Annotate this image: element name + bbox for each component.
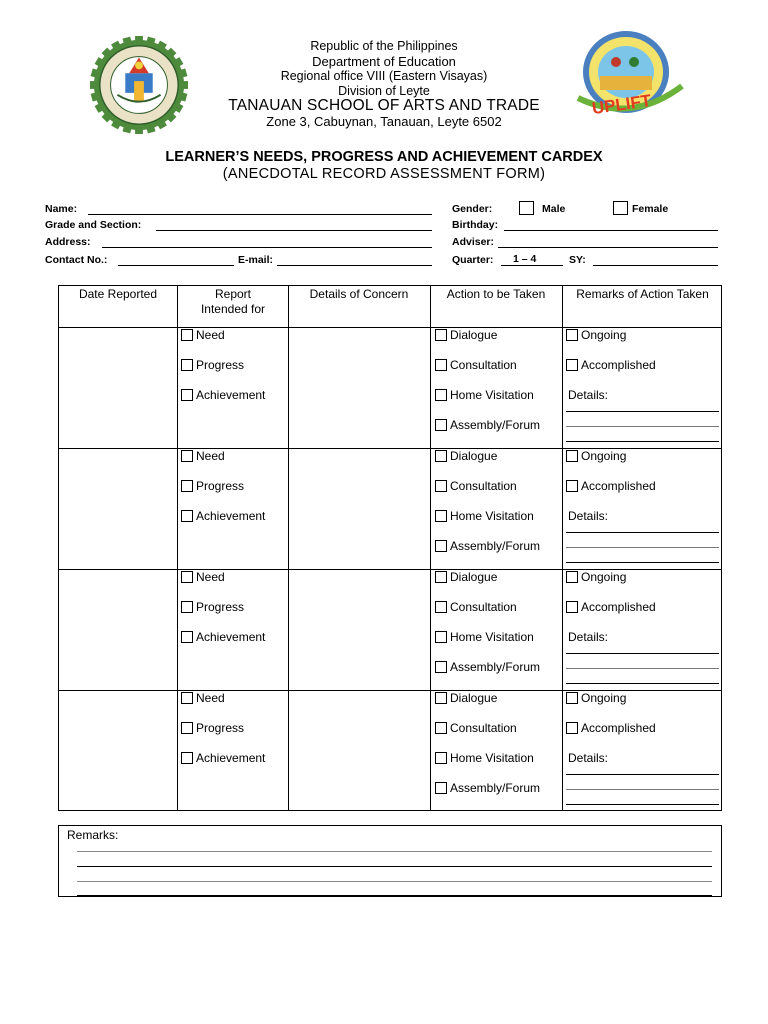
- option-label: Accomplished: [581, 358, 656, 372]
- option-ongoing[interactable]: [566, 449, 626, 463]
- option-assembly-forum[interactable]: [435, 418, 540, 432]
- option-progress[interactable]: [181, 479, 244, 493]
- option-label: Consultation: [450, 600, 517, 614]
- details-line[interactable]: [566, 804, 719, 805]
- checkbox[interactable]: [566, 692, 578, 704]
- checkbox[interactable]: [435, 450, 447, 462]
- option-dialogue[interactable]: [435, 328, 497, 342]
- details-line[interactable]: [566, 668, 719, 669]
- option-label: Need: [196, 691, 225, 705]
- option-home-visitation[interactable]: [435, 509, 534, 523]
- option-label: Need: [196, 449, 225, 463]
- sy-field[interactable]: [593, 265, 718, 266]
- details-label: Details:: [568, 509, 609, 523]
- option-label: Achievement: [196, 751, 266, 765]
- checkbox[interactable]: [566, 450, 578, 462]
- option-need[interactable]: [181, 570, 225, 584]
- option-label: Assembly/Forum: [450, 418, 541, 432]
- option-label: Home Visitation: [450, 751, 534, 765]
- address-label: Address:: [45, 236, 91, 248]
- column-divider: [430, 286, 431, 810]
- grade-section-field[interactable]: [156, 230, 432, 231]
- checkbox[interactable]: [181, 450, 193, 462]
- option-label: Accomplished: [581, 479, 656, 493]
- details-line[interactable]: [566, 441, 719, 442]
- quarter-label: Quarter:: [452, 254, 494, 266]
- checkbox[interactable]: [435, 510, 447, 522]
- checkbox[interactable]: [181, 389, 193, 401]
- checkbox[interactable]: [435, 752, 447, 764]
- checkbox[interactable]: [181, 752, 193, 764]
- option-label: Need: [196, 328, 225, 342]
- option-need[interactable]: [181, 691, 225, 705]
- checkbox[interactable]: [435, 722, 447, 734]
- option-label: Ongoing: [581, 691, 627, 705]
- option-label: Progress: [196, 479, 245, 493]
- option-label: Achievement: [196, 630, 266, 644]
- address-field[interactable]: [102, 247, 432, 248]
- details-label: Details:: [568, 630, 609, 644]
- checkbox[interactable]: [181, 359, 193, 371]
- adviser-label: Adviser:: [452, 236, 495, 248]
- checkbox[interactable]: [435, 692, 447, 704]
- anecdotal-record-table: [58, 285, 722, 811]
- option-consultation[interactable]: [435, 600, 517, 614]
- option-achievement[interactable]: [181, 509, 265, 523]
- option-assembly-forum[interactable]: [435, 660, 540, 674]
- header-republic: Republic of the Philippines: [310, 39, 458, 53]
- adviser-field[interactable]: [498, 247, 718, 248]
- option-label: Ongoing: [581, 328, 627, 342]
- quarter-field[interactable]: [501, 265, 563, 266]
- checkbox[interactable]: [435, 540, 447, 552]
- option-home-visitation[interactable]: [435, 751, 534, 765]
- option-label: Consultation: [450, 721, 517, 735]
- option-ongoing[interactable]: [566, 570, 626, 584]
- checkbox[interactable]: [435, 419, 447, 431]
- checkbox[interactable]: [181, 510, 193, 522]
- option-label: Ongoing: [581, 570, 627, 584]
- checkbox[interactable]: [435, 480, 447, 492]
- option-label: Dialogue: [450, 691, 498, 705]
- form-subtitle: (ANECDOTAL RECORD ASSESSMENT FORM): [222, 166, 546, 182]
- checkbox[interactable]: [435, 661, 447, 673]
- email-field[interactable]: [277, 265, 432, 266]
- checkbox[interactable]: [566, 722, 578, 734]
- checkbox[interactable]: [181, 480, 193, 492]
- details-line[interactable]: [566, 547, 719, 548]
- male-label: Male: [542, 203, 566, 215]
- checkbox[interactable]: [181, 722, 193, 734]
- option-consultation[interactable]: [435, 358, 517, 372]
- checkbox[interactable]: [181, 601, 193, 613]
- checkbox[interactable]: [566, 359, 578, 371]
- grade-section-label: Grade and Section:: [45, 219, 142, 231]
- option-label: Progress: [196, 600, 245, 614]
- contact-field[interactable]: [118, 265, 234, 266]
- header-details-of-concern: Details of Concern: [309, 287, 409, 301]
- checkbox[interactable]: [566, 329, 578, 341]
- remarks-box: [58, 825, 722, 897]
- option-label: Ongoing: [581, 449, 627, 463]
- details-label: Details:: [568, 388, 609, 402]
- option-label: Need: [196, 570, 225, 584]
- option-label: Assembly/Forum: [450, 539, 541, 553]
- option-assembly-forum[interactable]: [435, 539, 540, 553]
- details-line[interactable]: [566, 774, 719, 775]
- checkbox[interactable]: [181, 329, 193, 341]
- name-field[interactable]: [88, 214, 432, 215]
- header-action-to-be-taken: Action to be Taken: [446, 287, 546, 301]
- quarter-value: 1 – 4: [513, 253, 537, 265]
- checkbox[interactable]: [181, 631, 193, 643]
- checkbox[interactable]: [435, 601, 447, 613]
- header-division: Division of Leyte: [338, 84, 430, 98]
- option-consultation[interactable]: [435, 479, 517, 493]
- option-dialogue[interactable]: [435, 570, 497, 584]
- details-line[interactable]: [566, 532, 719, 533]
- option-need[interactable]: [181, 328, 225, 342]
- option-accomplished[interactable]: [566, 358, 656, 372]
- details-line[interactable]: [566, 789, 719, 790]
- checkbox[interactable]: [435, 359, 447, 371]
- checkbox[interactable]: [566, 571, 578, 583]
- sy-label: SY:: [569, 254, 586, 266]
- option-dialogue[interactable]: [435, 449, 497, 463]
- option-label: Achievement: [196, 509, 266, 523]
- header-region: Regional office VIII (Eastern Visayas): [280, 69, 488, 83]
- checkbox[interactable]: [181, 692, 193, 704]
- checkbox[interactable]: [181, 571, 193, 583]
- option-achievement[interactable]: [181, 751, 265, 765]
- option-label: Home Visitation: [450, 509, 534, 523]
- header-department: Department of Education: [312, 54, 456, 69]
- birthday-label: Birthday:: [452, 219, 499, 231]
- option-label: Home Visitation: [450, 630, 534, 644]
- option-dialogue[interactable]: [435, 691, 497, 705]
- option-label: Achievement: [196, 388, 266, 402]
- option-ongoing[interactable]: [566, 328, 626, 342]
- option-accomplished[interactable]: [566, 721, 656, 735]
- details-line[interactable]: [566, 653, 719, 654]
- header-date-reported: Date Reported: [78, 287, 158, 301]
- option-label: Assembly/Forum: [450, 781, 541, 795]
- option-label: Assembly/Forum: [450, 660, 541, 674]
- details-line[interactable]: [566, 426, 719, 427]
- option-consultation[interactable]: [435, 721, 517, 735]
- option-label: Consultation: [450, 479, 517, 493]
- column-divider: [177, 286, 178, 810]
- email-label: E-mail:: [238, 254, 274, 266]
- option-progress[interactable]: [181, 721, 244, 735]
- form-title: LEARNER’S NEEDS, PROGRESS AND ACHIEVEMENT CARDEX: [165, 149, 603, 165]
- remarks-label: Remarks:: [67, 828, 119, 842]
- option-label: Progress: [196, 721, 245, 735]
- option-need[interactable]: [181, 449, 225, 463]
- checkbox[interactable]: [435, 571, 447, 583]
- gender-label: Gender:: [452, 203, 493, 215]
- checkbox[interactable]: [566, 601, 578, 613]
- remarks-line[interactable]: [77, 866, 712, 867]
- name-label: Name:: [45, 203, 78, 215]
- option-label: Dialogue: [450, 449, 498, 463]
- remarks-line[interactable]: [77, 895, 712, 896]
- details-label: Details:: [568, 751, 609, 765]
- option-label: Accomplished: [581, 721, 656, 735]
- checkbox[interactable]: [435, 782, 447, 794]
- remarks-line[interactable]: [77, 851, 712, 852]
- option-home-visitation[interactable]: [435, 630, 534, 644]
- birthday-field[interactable]: [504, 230, 718, 231]
- option-accomplished[interactable]: [566, 479, 656, 493]
- header-school-address: Zone 3, Cabuynan, Tanauan, Leyte 6502: [266, 114, 502, 129]
- option-label: Consultation: [450, 358, 517, 372]
- option-label: Accomplished: [581, 600, 656, 614]
- option-achievement[interactable]: [181, 388, 265, 402]
- column-divider: [562, 286, 563, 810]
- checkbox[interactable]: [435, 329, 447, 341]
- uplift-logo-word: UPLIFT: [590, 91, 653, 119]
- option-label: Dialogue: [450, 328, 498, 342]
- female-label: Female: [632, 203, 669, 215]
- option-label: Dialogue: [450, 570, 498, 584]
- option-label: Progress: [196, 358, 245, 372]
- option-progress[interactable]: [181, 600, 244, 614]
- details-line[interactable]: [566, 683, 719, 684]
- checkbox[interactable]: [435, 631, 447, 643]
- contact-label: Contact No.:: [45, 254, 108, 266]
- option-achievement[interactable]: [181, 630, 265, 644]
- option-accomplished[interactable]: [566, 600, 656, 614]
- header-remarks-of-action: Remarks of Action Taken: [576, 287, 709, 301]
- option-ongoing[interactable]: [566, 691, 626, 705]
- details-line[interactable]: [566, 411, 719, 412]
- option-label: Home Visitation: [450, 388, 534, 402]
- column-divider: [288, 286, 289, 810]
- option-home-visitation[interactable]: [435, 388, 534, 402]
- checkbox[interactable]: [566, 480, 578, 492]
- remarks-line[interactable]: [77, 881, 712, 882]
- female-checkbox[interactable]: [613, 201, 628, 215]
- details-line[interactable]: [566, 562, 719, 563]
- checkbox[interactable]: [435, 389, 447, 401]
- header-report-intended: Report Intended for: [200, 287, 266, 316]
- male-checkbox[interactable]: [519, 201, 534, 215]
- option-assembly-forum[interactable]: [435, 781, 540, 795]
- header-school-name: TANAUAN SCHOOL OF ARTS AND TRADE: [228, 97, 540, 114]
- option-progress[interactable]: [181, 358, 244, 372]
